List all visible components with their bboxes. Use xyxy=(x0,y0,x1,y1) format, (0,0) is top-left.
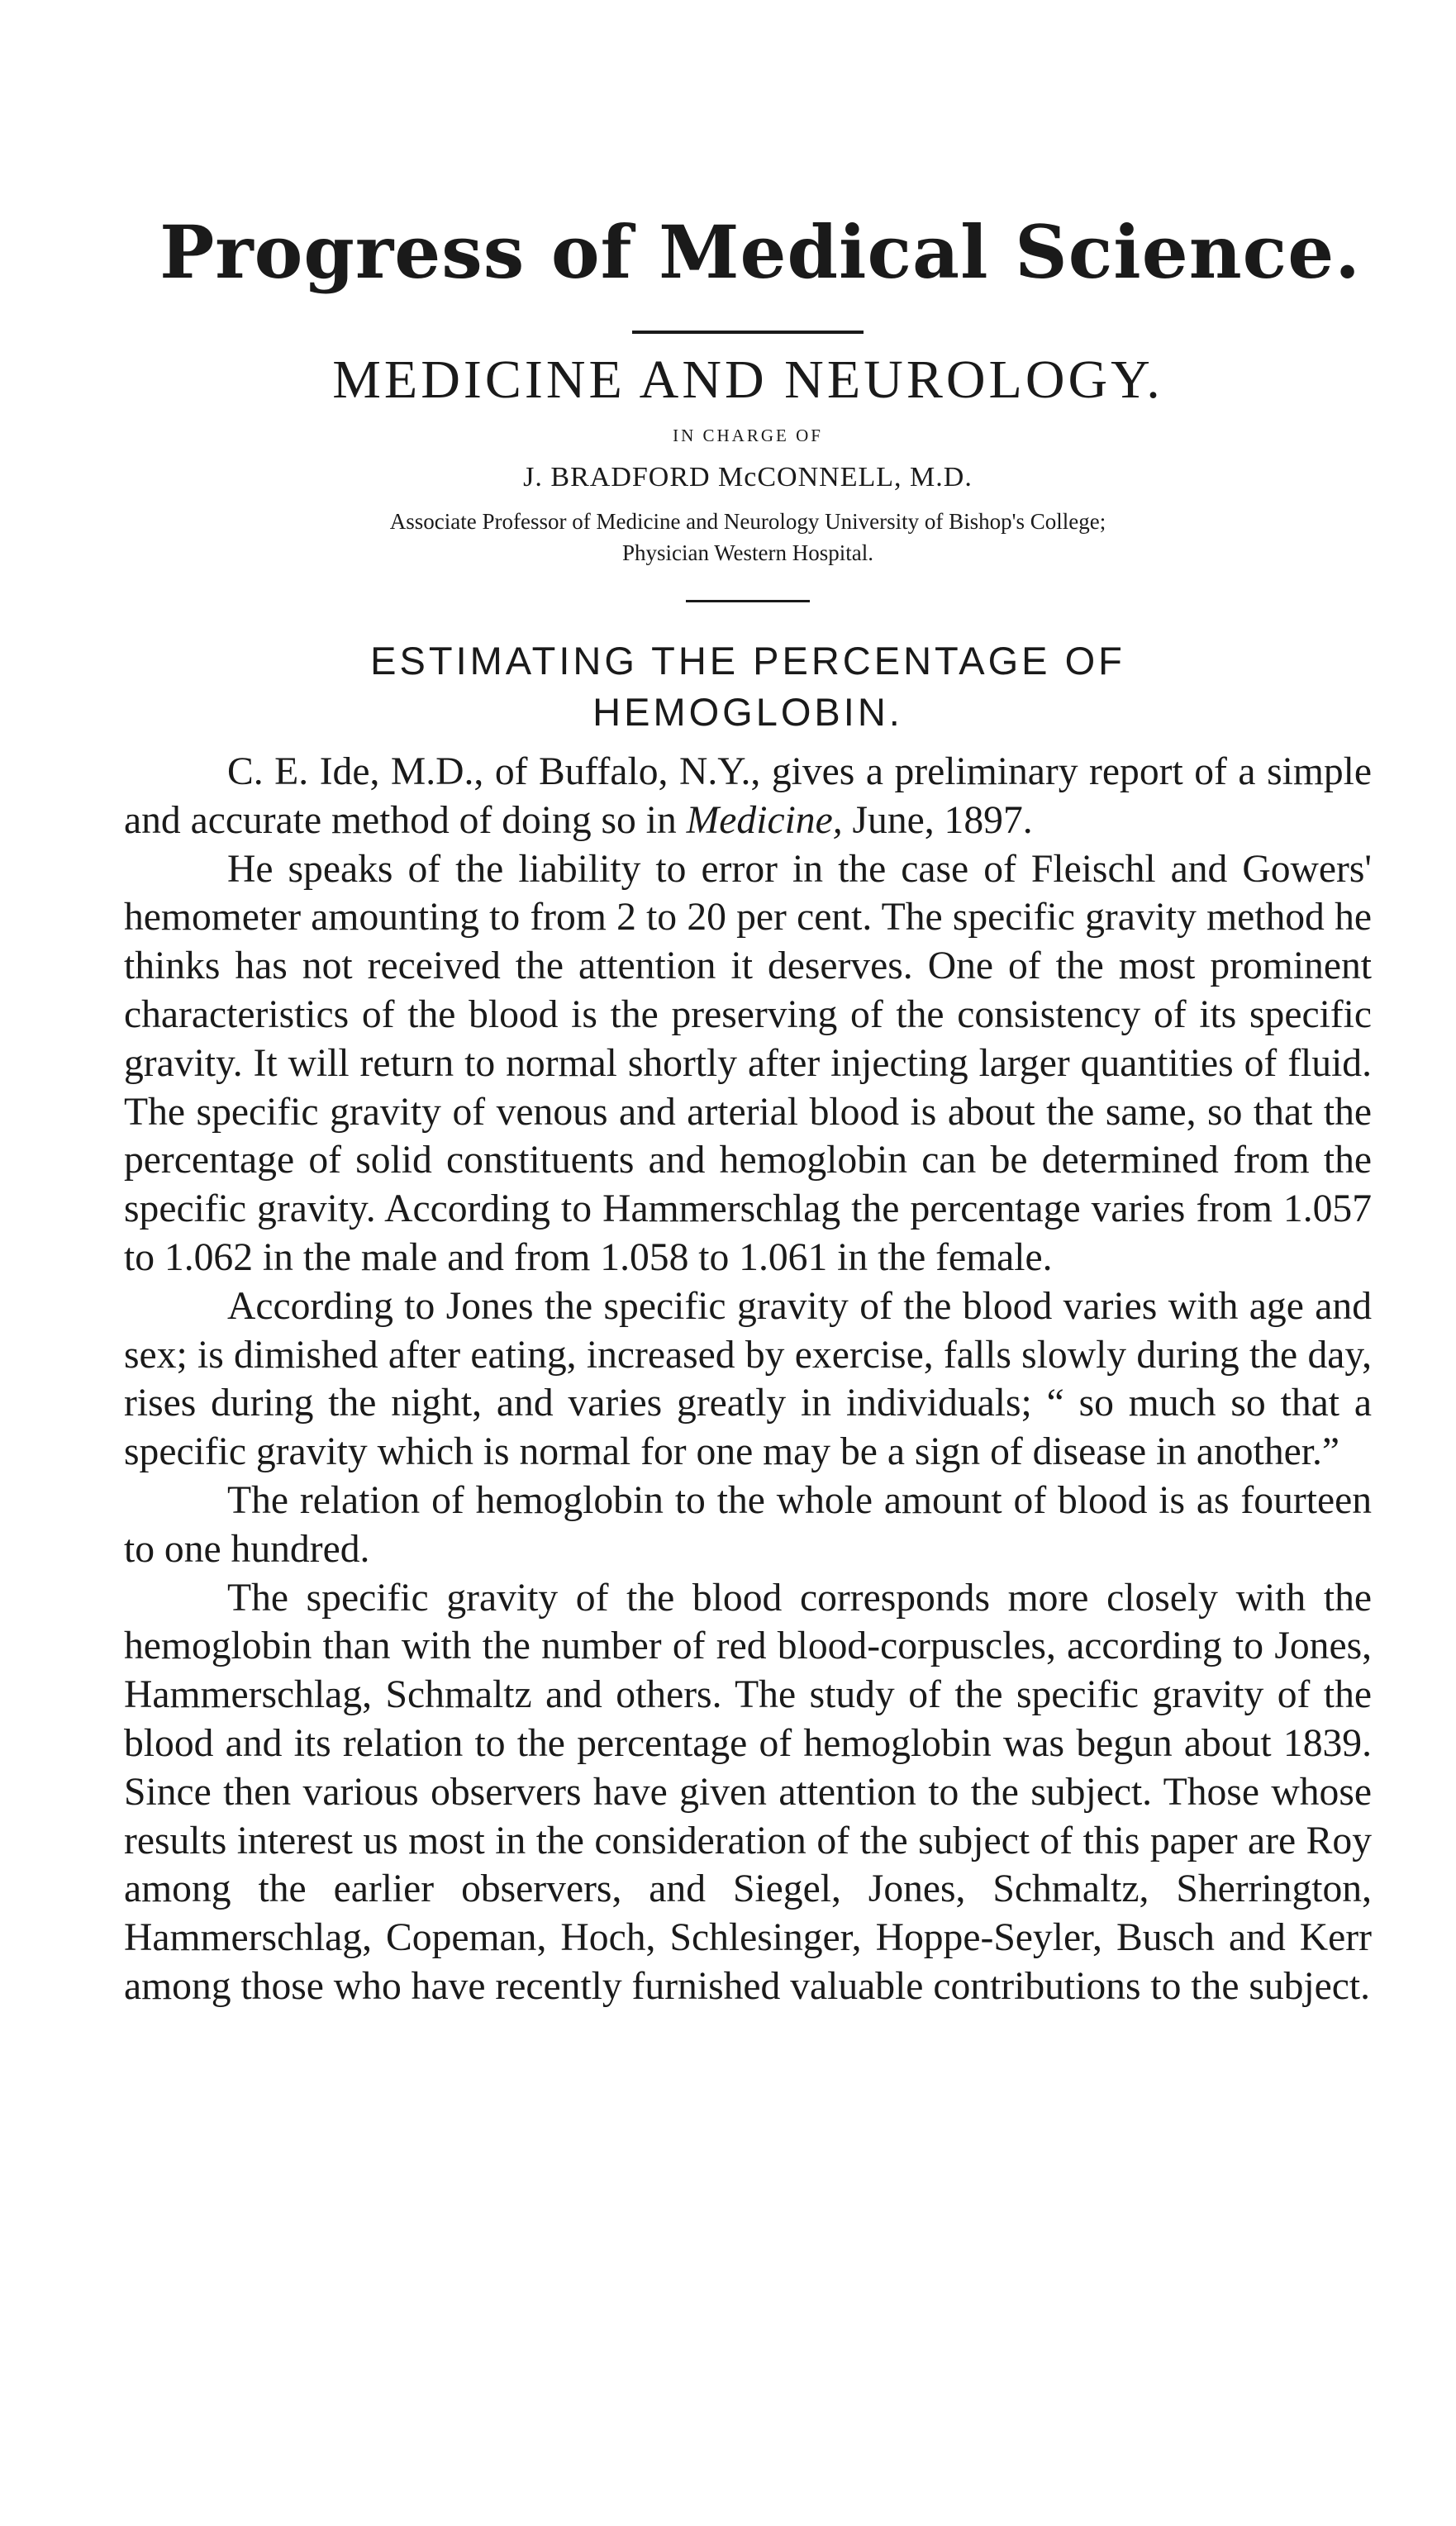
paragraph-text: C. E. Ide, M.D., of Buffalo, N.Y., gives a preliminary report of a simple and accurate method of doing so in xyxy=(124,750,1372,842)
editor-affiliation xyxy=(124,506,1372,568)
paragraph-text: June, 1897. xyxy=(842,798,1033,842)
paragraph: He speaks of the liability to error in the case of Fleischl and Gowers' hemometer amounting to from 2 to 20 per cent. The specific gravity method he thinks has not received the attention it deserves. One of the most prominent characteristics of the blood is the preserving of the consistency of its specific gravity. It will return to normal shortly after injecting larger quantities of fluid. The specific gravity of venous and arterial blood is about the same, so that the percentage of solid constituents and hemoglobin can be determined from the specific gravity. According to Hammerschlag the percentage varies from 1.057 to 1.062 in the male and from 1.058 to 1.061 in the female. xyxy=(124,847,1372,1279)
editor-name: J. BRADFORD McCONNELL, M.D. xyxy=(523,462,973,492)
editor-affiliation-line: Associate Professor of Medicine and Neurology University of Bishop's College; xyxy=(389,509,1106,534)
paragraph xyxy=(124,748,1372,845)
title-divider xyxy=(632,331,864,334)
paragraph: The specific gravity of the blood corresponds more closely with the hemoglobin than with the number of red blood-corpuscles, according to Jones, Hammerschlag, Schmaltz and others. The study of the specific gravity of the blood and its relation to the percentage of hemoglobin was begun about 1839. Since then various observers have given attention to the subject. Those whose results interest us most in the consideration of the subject of this paper are Roy among the earlier observers, and Siegel, Jones, Schmaltz, Sherrington, Hammerschlag, Copeman, Hoch, Schlesinger, Hoppe-Seyler, Busch and Kerr among those who have recently furnished valuable contributions to the subject. xyxy=(124,1576,1372,2008)
paragraph: According to Jones the specific gravity of the blood varies with age and sex; is dimished after eating, increased by exercise, falls slowly during the day, rises during the night, and varies greatly in individuals; “ so much so that a specific gravity which is normal for one may be a sign of disease in another.” xyxy=(124,1284,1372,1474)
article-title xyxy=(124,635,1372,738)
document-page xyxy=(124,207,1372,2011)
in-charge-label: IN CHARGE OF xyxy=(673,426,823,445)
editor-affiliation-line: Physician Western Hospital. xyxy=(621,540,874,565)
article-title-line: HEMOGLOBIN. xyxy=(592,690,903,734)
section-divider xyxy=(686,600,810,602)
paragraph: The relation of hemoglobin to the whole amount of blood is as fourteen to one hundred. xyxy=(124,1478,1372,1571)
article-title-line: ESTIMATING THE PERCENTAGE OF xyxy=(370,639,1125,683)
article-body xyxy=(124,748,1372,2011)
section-title: MEDICINE AND NEUROLOGY. xyxy=(332,350,1163,410)
journal-title: Progress of Medical Science. xyxy=(159,209,1361,295)
journal-citation: Medicine, xyxy=(686,798,843,842)
